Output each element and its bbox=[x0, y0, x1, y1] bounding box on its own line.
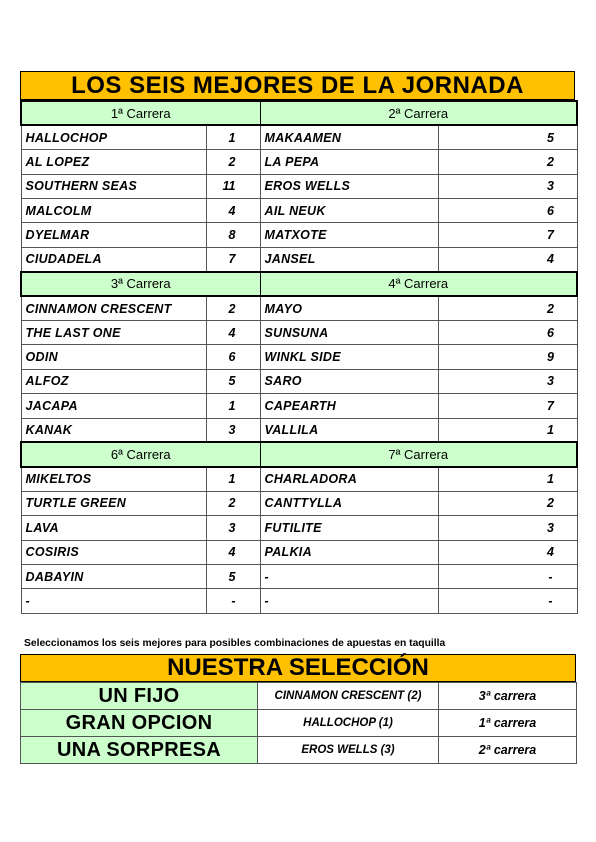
table-row bbox=[21, 150, 577, 174]
race-header: 4ª Carrera bbox=[260, 272, 577, 296]
horse-name: MALCOLM bbox=[21, 199, 206, 223]
horse-number: 2 bbox=[206, 296, 260, 320]
horse-name: TURTLE GREEN bbox=[21, 491, 206, 515]
selection-table bbox=[20, 682, 577, 764]
table-row bbox=[21, 467, 577, 491]
horse-number: 3 bbox=[438, 174, 577, 198]
horse-name: PALKIA bbox=[260, 540, 438, 564]
horse-name: - bbox=[21, 589, 206, 613]
horse-number: 3 bbox=[206, 418, 260, 442]
race-header-row bbox=[21, 101, 577, 125]
page-title: LOS SEIS MEJORES DE LA JORNADA bbox=[20, 71, 575, 100]
table-row bbox=[21, 321, 577, 345]
horse-number: 4 bbox=[206, 321, 260, 345]
horse-number: 5 bbox=[438, 125, 577, 149]
horse-name: - bbox=[260, 564, 438, 588]
selection-label: GRAN OPCION bbox=[21, 710, 258, 737]
horse-name: AL LOPEZ bbox=[21, 150, 206, 174]
horse-number: 3 bbox=[438, 516, 577, 540]
horse-number: 1 bbox=[438, 418, 577, 442]
horse-name: MIKELTOS bbox=[21, 467, 206, 491]
horse-number: 1 bbox=[206, 467, 260, 491]
selection-row bbox=[21, 710, 577, 737]
horse-number: 2 bbox=[438, 150, 577, 174]
table-row bbox=[21, 540, 577, 564]
horse-number: 2 bbox=[438, 491, 577, 515]
horse-number: 2 bbox=[438, 296, 577, 320]
horse-name: LAVA bbox=[21, 516, 206, 540]
horse-number: 4 bbox=[438, 247, 577, 271]
horse-name: JANSEL bbox=[260, 247, 438, 271]
selection-row bbox=[21, 683, 577, 710]
horse-name: SUNSUNA bbox=[260, 321, 438, 345]
horse-name: CHARLADORA bbox=[260, 467, 438, 491]
race-header-row bbox=[21, 442, 577, 466]
horse-number: 5 bbox=[206, 564, 260, 588]
table-row bbox=[21, 394, 577, 418]
horse-name: EROS WELLS bbox=[260, 174, 438, 198]
race-header: 3ª Carrera bbox=[21, 272, 260, 296]
table-row bbox=[21, 296, 577, 320]
horse-name: MAYO bbox=[260, 296, 438, 320]
horse-number: - bbox=[438, 564, 577, 588]
horse-number: 9 bbox=[438, 345, 577, 369]
horse-name: CIUDADELA bbox=[21, 247, 206, 271]
table-row bbox=[21, 589, 577, 613]
horse-name: - bbox=[260, 589, 438, 613]
horse-number: 6 bbox=[438, 199, 577, 223]
races-table bbox=[20, 100, 578, 614]
horse-number: 3 bbox=[438, 369, 577, 393]
race-header: 7ª Carrera bbox=[260, 442, 577, 466]
horse-number: - bbox=[438, 589, 577, 613]
horse-number: 6 bbox=[206, 345, 260, 369]
table-row bbox=[21, 247, 577, 271]
selection-label: UNA SORPRESA bbox=[21, 737, 258, 764]
selection-horse: CINNAMON CRESCENT (2) bbox=[258, 683, 439, 710]
horse-name: DYELMAR bbox=[21, 223, 206, 247]
table-row bbox=[21, 564, 577, 588]
horse-number: 4 bbox=[438, 540, 577, 564]
horse-number: 1 bbox=[206, 394, 260, 418]
table-row bbox=[21, 125, 577, 149]
horse-name: JACAPA bbox=[21, 394, 206, 418]
horse-name: CAPEARTH bbox=[260, 394, 438, 418]
horse-name: SOUTHERN SEAS bbox=[21, 174, 206, 198]
selection-race: 1ª carrera bbox=[439, 710, 577, 737]
horse-number: 6 bbox=[438, 321, 577, 345]
table-row bbox=[21, 199, 577, 223]
horse-name: CANTTYLLA bbox=[260, 491, 438, 515]
horse-name: MATXOTE bbox=[260, 223, 438, 247]
table-row bbox=[21, 223, 577, 247]
horse-number: 11 bbox=[206, 174, 260, 198]
horse-name: MAKAAMEN bbox=[260, 125, 438, 149]
race-header: 2ª Carrera bbox=[260, 101, 577, 125]
selection-label: UN FIJO bbox=[21, 683, 258, 710]
horse-number: 2 bbox=[206, 491, 260, 515]
horse-name: ALFOZ bbox=[21, 369, 206, 393]
table-row bbox=[21, 516, 577, 540]
horse-number: 5 bbox=[206, 369, 260, 393]
horse-number: 7 bbox=[438, 223, 577, 247]
race-header: 6ª Carrera bbox=[21, 442, 260, 466]
horse-number: - bbox=[206, 589, 260, 613]
table-row bbox=[21, 369, 577, 393]
selection-row bbox=[21, 737, 577, 764]
horse-number: 4 bbox=[206, 199, 260, 223]
selection-horse: EROS WELLS (3) bbox=[258, 737, 439, 764]
horse-name: CINNAMON CRESCENT bbox=[21, 296, 206, 320]
horse-number: 1 bbox=[206, 125, 260, 149]
selection-note: Seleccionamos los seis mejores para posibles combinaciones de apuestas en taquilla bbox=[24, 638, 446, 649]
horse-name: LA PEPA bbox=[260, 150, 438, 174]
horse-number: 7 bbox=[438, 394, 577, 418]
race-header: 1ª Carrera bbox=[21, 101, 260, 125]
horse-name: THE LAST ONE bbox=[21, 321, 206, 345]
horse-name: COSIRIS bbox=[21, 540, 206, 564]
selection-race: 2ª carrera bbox=[439, 737, 577, 764]
selection-race: 3ª carrera bbox=[439, 683, 577, 710]
horse-number: 3 bbox=[206, 516, 260, 540]
horse-number: 4 bbox=[206, 540, 260, 564]
table-row bbox=[21, 174, 577, 198]
race-header-row bbox=[21, 272, 577, 296]
horse-name: WINKL SIDE bbox=[260, 345, 438, 369]
horse-name: AIL NEUK bbox=[260, 199, 438, 223]
selection-horse: HALLOCHOP (1) bbox=[258, 710, 439, 737]
horse-number: 2 bbox=[206, 150, 260, 174]
table-row bbox=[21, 345, 577, 369]
horse-number: 7 bbox=[206, 247, 260, 271]
horse-number: 1 bbox=[438, 467, 577, 491]
table-row bbox=[21, 418, 577, 442]
horse-name: HALLOCHOP bbox=[21, 125, 206, 149]
horse-name: ODIN bbox=[21, 345, 206, 369]
selection-title: NUESTRA SELECCIÓN bbox=[20, 654, 576, 682]
horse-name: SARO bbox=[260, 369, 438, 393]
horse-name: KANAK bbox=[21, 418, 206, 442]
horse-name: DABAYIN bbox=[21, 564, 206, 588]
horse-number: 8 bbox=[206, 223, 260, 247]
horse-name: FUTILITE bbox=[260, 516, 438, 540]
horse-name: VALLILA bbox=[260, 418, 438, 442]
table-row bbox=[21, 491, 577, 515]
